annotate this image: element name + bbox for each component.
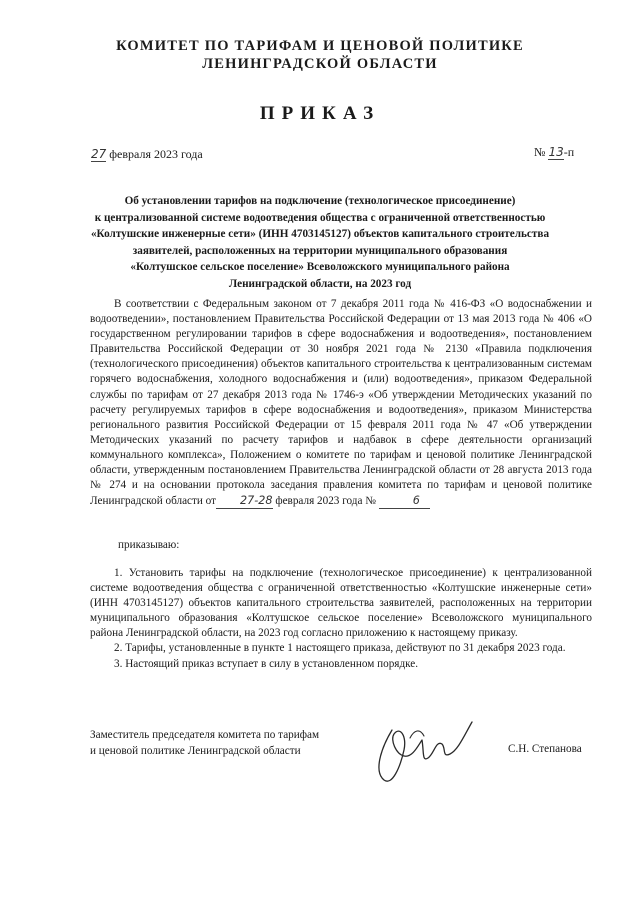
protocol-number-handwritten: 6 (379, 493, 430, 509)
title-line: Ленинградской области, на 2023 год (228, 277, 412, 290)
signatory-name: С.Н. Степанова (508, 743, 582, 755)
header-line-1: КОМИТЕТ ПО ТАРИФАМ И ЦЕНОВОЙ ПОЛИТИКЕ (116, 38, 524, 54)
preamble (90, 297, 592, 509)
title-line: «Колтушские инженерные сети» (ИНН 4703145127) объектов капитального строительства (90, 228, 550, 241)
position-line: Заместитель председателя комитета по тарифам (90, 729, 320, 741)
order-title (40, 193, 600, 293)
preamble-text: В соответствии с Федеральным законом от 7 декабря 2011 года № 416-ФЗ «О водоснабжении и водоотведении», постановлением Правительства Российской Федерации от 13 мая 2013 года № 406 «О государственном регулировании тарифов в сфере водоснабжения и водоотведения», постановлением Правительства Российской Федерации от 30 ноября 2021 года № 2130 «Правила подключения (технологического присоединения) объектов капитального строительства к централизованным системам горячего водоснабжения, холодного водоснабжения и (или) водоотведения», приказом Федеральной службы по тарифам от 27 декабря 2013 года № 1746-э «Об утверждении Методических указаний по расчету регулируемых тарифов в сфере водоснабжения и водоотведения», приказом Министерства регионального развития Российской Федерации от 15 февраля 2011 года № 47 «Об утверждении Методических указаний по расчету тарифов и надбавок в сфере деятельности организаций коммунального комплекса», Положением о комитете по тарифам и ценовой политике Ленинградской области, утвержденным постановлением Правительства Ленинградской области от 28 августа 2013 года № 274 и на основании протокола заседания правления комитета по тарифам и ценовой политике Ленинградской области от (90, 298, 592, 508)
position-line: и ценовой политике Ленинградской области (90, 745, 301, 757)
title-line: к централизованной системе водоотведения общества с ограниченной ответственностью (94, 211, 546, 224)
protocol-date-handwritten: 27-28 (216, 493, 273, 509)
protocol-date-rest: февраля 2023 года № (275, 495, 376, 508)
number-suffix: -п (563, 145, 575, 159)
order-item: 2. Тарифы, установленные в пункте 1 настоящего приказа, действуют по 31 декабря 2023 года. (114, 642, 566, 655)
handwritten-signature (370, 710, 480, 790)
order-number (534, 145, 574, 160)
document-type: ПРИКАЗ (259, 103, 381, 124)
order-word: приказываю: (118, 539, 180, 551)
title-line: «Колтушское сельское поселение» Всеволожского муниципального района (130, 261, 510, 274)
order-item: 1. Установить тарифы на подключение (технологическое присоединение) к централизованной системе водоотведения общества с ограниченной ответственностью «Колтушские инженерные сети» (ИНН 4703145127) объектов капитального строительства заявителей, расположенных на территории муниципального образования «Колтушское сельское поселение» Всеволожского муниципального района Ленинградской области, на 2023 год согласно приложению к настоящему приказу. (90, 567, 592, 640)
header-line-2: ЛЕНИНГРАДСКОЙ ОБЛАСТИ (202, 56, 438, 72)
number-handwritten: 13 (548, 145, 564, 159)
number-prefix: № (534, 145, 546, 159)
signatory-position (90, 727, 319, 759)
date-day-handwritten: 27 (91, 147, 107, 161)
order-item: 3. Настоящий приказ вступает в силу в установленном порядке. (114, 657, 419, 670)
order-items (90, 566, 592, 672)
title-line: Об установлении тарифов на подключение (технологическое присоединение) (124, 195, 516, 207)
date-rest: февраля 2023 года (109, 147, 203, 161)
order-date (91, 147, 203, 162)
preamble-paragraph (90, 297, 592, 509)
title-line: заявителей, расположенных на территории муниципального образования (132, 244, 508, 257)
